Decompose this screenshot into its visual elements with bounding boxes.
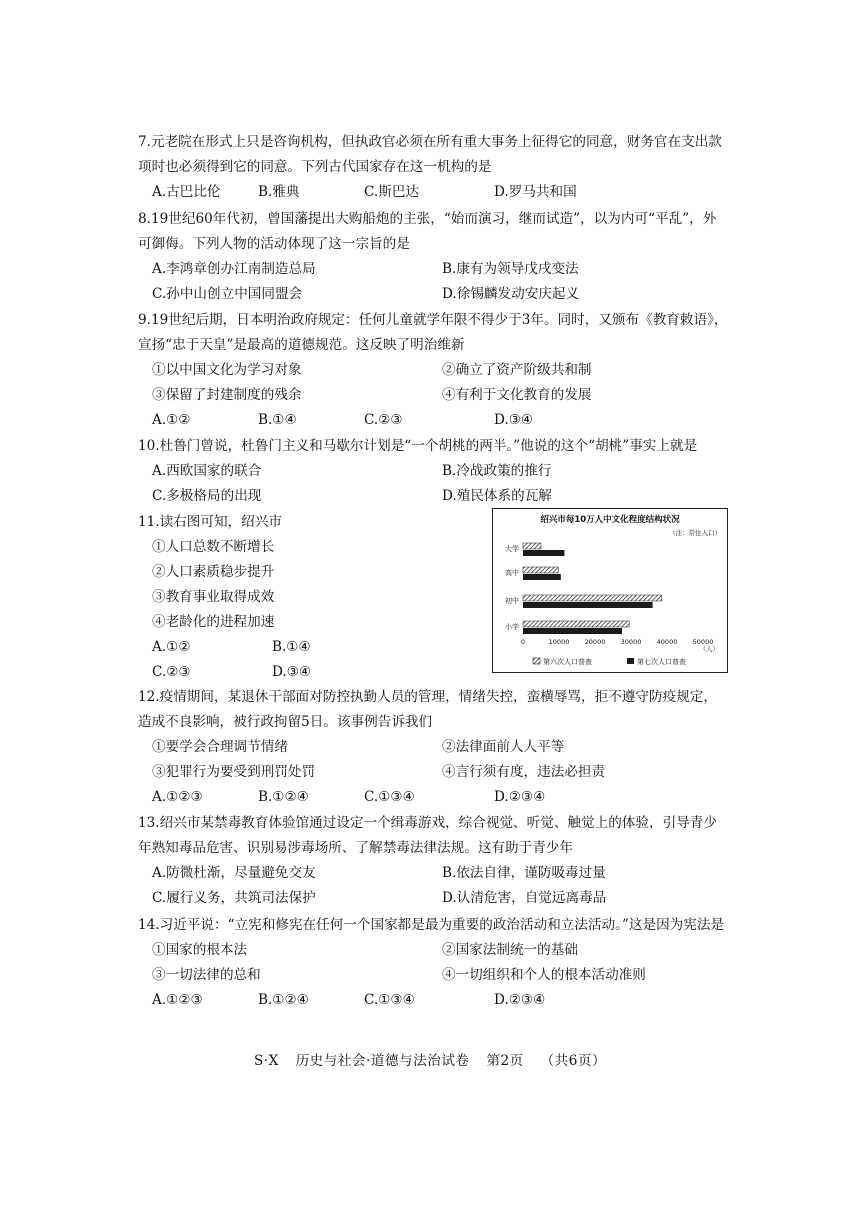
statement-3: ③教育事业取得成效 bbox=[152, 589, 275, 605]
bar-series-1-3 bbox=[523, 595, 662, 601]
question-13 bbox=[138, 811, 728, 911]
question-stem: 8.19世纪60年代初，曾国藩提出大购船炮的主张，“始而演习，继而试造”，以为内可“平乱”，外可御侮。下列人物的活动体现了这一宗旨的是 bbox=[138, 211, 717, 252]
chart-canvas bbox=[493, 509, 727, 672]
question-12 bbox=[138, 685, 728, 810]
category-label: 小学 bbox=[505, 623, 519, 631]
education-bar-chart bbox=[492, 508, 728, 673]
option-d: D.殖民体系的瓦解 bbox=[442, 488, 552, 504]
x-tick-label: 10000 bbox=[548, 638, 570, 646]
option-b: B.①②④ bbox=[258, 789, 309, 805]
page-total: （共6页） bbox=[540, 1053, 607, 1069]
option-d: D.徐锡麟发动安庆起义 bbox=[442, 286, 580, 302]
chart-note: （注：常住人口） bbox=[669, 529, 721, 537]
statement-4: ④老龄化的进程加速 bbox=[152, 614, 275, 630]
bar-series-1-1 bbox=[523, 543, 541, 549]
legend-swatch-series-2 bbox=[627, 658, 634, 664]
x-tick-label: 0 bbox=[520, 638, 526, 646]
option-a: A.西欧国家的联合 bbox=[152, 463, 262, 479]
option-c: C.②③ bbox=[152, 664, 191, 680]
statement-3: ③保留了封建制度的残余 bbox=[152, 387, 302, 403]
question-stem: 14.习近平说：“立宪和修宪在任何一个国家都是最为重要的政治活动和立法活动。”这是因为宪法是 bbox=[138, 917, 725, 933]
option-b: B.①④ bbox=[272, 639, 311, 655]
statement-items bbox=[138, 938, 728, 988]
option-c: C.②③ bbox=[364, 412, 403, 428]
question-8 bbox=[138, 207, 728, 307]
option-a: A.①②③ bbox=[152, 992, 203, 1008]
question-stem: 13.绍兴市某禁毒教育体验馆通过设定一个缉毒游戏，综合视觉、听觉、触觉上的体验，引导青少年熟知毒品危害、识别易涉毒场所、了解禁毒法律法规。这有助于青少年 bbox=[138, 815, 717, 856]
category-label: 初中 bbox=[505, 597, 519, 605]
chart-title: 绍兴市每10万人中文化程度结构状况 bbox=[540, 515, 680, 525]
x-tick-label: 30000 bbox=[620, 638, 642, 646]
answer-options bbox=[138, 988, 728, 1013]
statement-4: ④言行须有度，违法必担责 bbox=[442, 764, 606, 780]
bar-series-1-2 bbox=[523, 567, 558, 573]
option-a: A.①②③ bbox=[152, 789, 203, 805]
question-stem: 9.19世纪后期，日本明治政府规定：任何儿童就学年限不得少于3年。同时，又颁布《教育敕语》，宣扬“忠于天皇”是最高的道德规范。这反映了明治维新 bbox=[138, 312, 728, 353]
option-b: B.依法自律，谨防吸毒过量 bbox=[442, 865, 606, 881]
page-number: 第2页 bbox=[486, 1053, 524, 1069]
question-14 bbox=[138, 913, 728, 1013]
statement-items bbox=[138, 358, 728, 408]
statement-1: ①人口总数不断增长 bbox=[152, 539, 275, 555]
question-9 bbox=[138, 308, 728, 433]
bar-series-2-3 bbox=[523, 602, 653, 608]
exam-subject: 历史与社会·道德与法治试卷 bbox=[295, 1053, 470, 1069]
category-label: 高中 bbox=[505, 569, 519, 577]
question-11 bbox=[138, 510, 478, 685]
option-a: A.①② bbox=[152, 639, 191, 655]
statement-3: ③一切法律的总和 bbox=[152, 967, 261, 983]
option-a: A.①② bbox=[152, 412, 191, 428]
legend-label-series-1: 第六次人口普查 bbox=[543, 658, 592, 666]
option-d: D.②③④ bbox=[494, 992, 546, 1008]
statement-2: ②人口素质稳步提升 bbox=[152, 564, 275, 580]
question-stem: 12.疫情期间，某退休干部面对防控执勤人员的管理，情绪失控，蛮横辱骂，拒不遵守防疫规定，造成不良影响，被行政拘留5日。该事例告诉我们 bbox=[138, 689, 717, 730]
option-c: C.履行义务，共筑司法保护 bbox=[152, 890, 316, 906]
statement-1: ①国家的根本法 bbox=[152, 942, 248, 958]
question-10 bbox=[138, 434, 728, 509]
option-b: B.①④ bbox=[258, 412, 297, 428]
answer-options bbox=[138, 459, 728, 509]
option-a: A.古巴比伦 bbox=[152, 184, 221, 200]
option-d: D.③④ bbox=[272, 664, 312, 680]
statement-3: ③犯罪行为要受到刑罚处罚 bbox=[152, 764, 316, 780]
statement-2: ②国家法制统一的基础 bbox=[442, 942, 578, 958]
x-axis-unit: （人） bbox=[699, 645, 719, 653]
option-c: C.①③④ bbox=[364, 992, 415, 1008]
option-c: C.多极格局的出现 bbox=[152, 488, 262, 504]
option-c: C.斯巴达 bbox=[364, 184, 420, 200]
option-a: A.防微杜渐，尽量避免交友 bbox=[152, 865, 316, 881]
statement-1: ①要学会合理调节情绪 bbox=[152, 739, 288, 755]
x-tick-label: 40000 bbox=[656, 638, 678, 646]
question-stem: 10.杜鲁门曾说，杜鲁门主义和马歇尔计划是“一个胡桃的两半。”他说的这个“胡桃”事实上就是 bbox=[138, 438, 698, 454]
answer-options bbox=[138, 257, 728, 307]
x-tick-label: 50000 bbox=[692, 638, 714, 646]
statement-2: ②确立了资产阶级共和制 bbox=[442, 362, 592, 378]
option-d: D.③④ bbox=[494, 412, 534, 428]
option-c: C.孙中山创立中国同盟会 bbox=[152, 286, 303, 302]
option-b: B.冷战政策的推行 bbox=[442, 463, 552, 479]
option-d: D.②③④ bbox=[494, 789, 546, 805]
answer-options bbox=[138, 408, 728, 433]
question-stem: 7.元老院在形式上只是咨询机构，但执政官必须在所有重大事务上征得它的同意，财务官在支出款项时也必须得到它的同意。下列古代国家存在这一机构的是 bbox=[138, 134, 722, 175]
x-tick-label: 20000 bbox=[584, 638, 606, 646]
statement-4: ④一切组织和个人的根本活动准则 bbox=[442, 967, 646, 983]
legend-swatch-series-1 bbox=[533, 658, 540, 664]
category-label: 大学 bbox=[505, 545, 519, 553]
option-b: B.康有为领导戊戌变法 bbox=[442, 261, 579, 277]
bar-series-1-4 bbox=[523, 621, 629, 627]
option-c: C.①③④ bbox=[364, 789, 415, 805]
option-d: D.认清危害，自觉远离毒品 bbox=[442, 890, 607, 906]
bar-series-2-4 bbox=[523, 628, 622, 634]
question-stem: 11.读右图可知，绍兴市 bbox=[138, 514, 282, 530]
exam-code: S·X bbox=[253, 1053, 279, 1069]
statement-4: ④有利于文化教育的发展 bbox=[442, 387, 592, 403]
answer-options bbox=[138, 180, 728, 205]
bar-series-2-2 bbox=[523, 574, 561, 580]
statement-1: ①以中国文化为学习对象 bbox=[152, 362, 302, 378]
option-d: D.罗马共和国 bbox=[494, 184, 577, 200]
question-7 bbox=[138, 130, 728, 205]
statement-items bbox=[138, 735, 728, 785]
bar-series-2-1 bbox=[523, 550, 564, 556]
legend-label-series-2: 第七次人口普查 bbox=[637, 658, 686, 666]
answer-options bbox=[138, 785, 728, 810]
answer-options bbox=[138, 861, 728, 911]
page-footer bbox=[0, 1049, 860, 1069]
answer-options bbox=[138, 635, 478, 685]
statement-2: ②法律面前人人平等 bbox=[442, 739, 565, 755]
option-b: B.①②④ bbox=[258, 992, 309, 1008]
option-b: B.雅典 bbox=[258, 184, 300, 200]
option-a: A.李鸿章创办江南制造总局 bbox=[152, 261, 316, 277]
